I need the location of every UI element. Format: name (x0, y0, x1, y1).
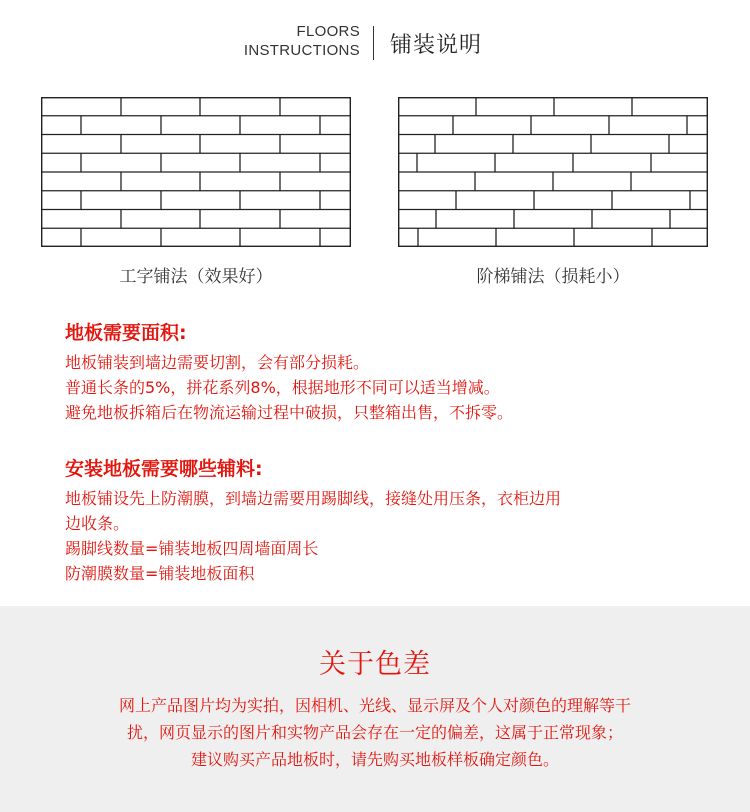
header-en-line-2: INSTRUCTIONS (243, 42, 360, 59)
color-difference-text (55, 692, 695, 773)
staircase-pattern-svg (398, 97, 708, 247)
header-english-title (244, 22, 360, 60)
color-note-line-2: 扰，网页显示的图片和实物产品会存在一定的偏差，这属于正常现象； (126, 723, 623, 742)
floor-area-line-3: 避免地板拆箱后在物流运输过程中破损，只整箱出售，不拆零。 (65, 403, 514, 422)
page-header (0, 22, 750, 66)
section-floor-area-text (65, 350, 705, 425)
color-note-line-3: 建议购买产品地板时，请先购买地板样板确定颜色。 (190, 750, 559, 769)
accessories-line-4: 防潮膜数量=铺装地板面积 (65, 564, 255, 583)
floor-area-line-1: 地板铺装到墙边需要切割，会有部分损耗。 (65, 353, 370, 372)
accessories-line-3: 踢脚线数量=铺装地板四周墙面周长 (65, 539, 319, 558)
accessories-line-2: 边收条。 (65, 514, 130, 533)
i-pattern-caption: 工字铺法（效果好） (119, 267, 273, 287)
header-divider (373, 26, 374, 60)
i-pattern-svg (41, 97, 351, 247)
color-note-line-1: 网上产品图片均为实拍，因相机、光线、显示屏及个人对颜色的理解等干 (118, 696, 631, 715)
accessories-line-1: 地板铺设先上防潮膜，到墙边需要用踢脚线，接缝处用压条，衣柜边用 (65, 489, 562, 508)
section-accessories-title: 安装地板需要哪些辅料: (65, 458, 263, 480)
staircase-pattern-caption: 阶梯铺法（损耗小） (476, 267, 630, 287)
herringbone-i-pattern-diagram (41, 97, 351, 247)
floor-area-line-2: 普通长条的5%，拼花系列8%，根据地形不同可以适当增减。 (65, 378, 500, 397)
section-floor-area-title: 地板需要面积: (65, 322, 187, 344)
color-difference-panel (0, 606, 750, 812)
header-en-line-1: FLOORS (296, 23, 360, 40)
staircase-pattern-diagram (398, 97, 708, 247)
color-difference-title: 关于色差 (319, 649, 431, 680)
section-accessories-text (65, 486, 705, 586)
header-chinese-title: 铺装说明 (390, 33, 483, 58)
